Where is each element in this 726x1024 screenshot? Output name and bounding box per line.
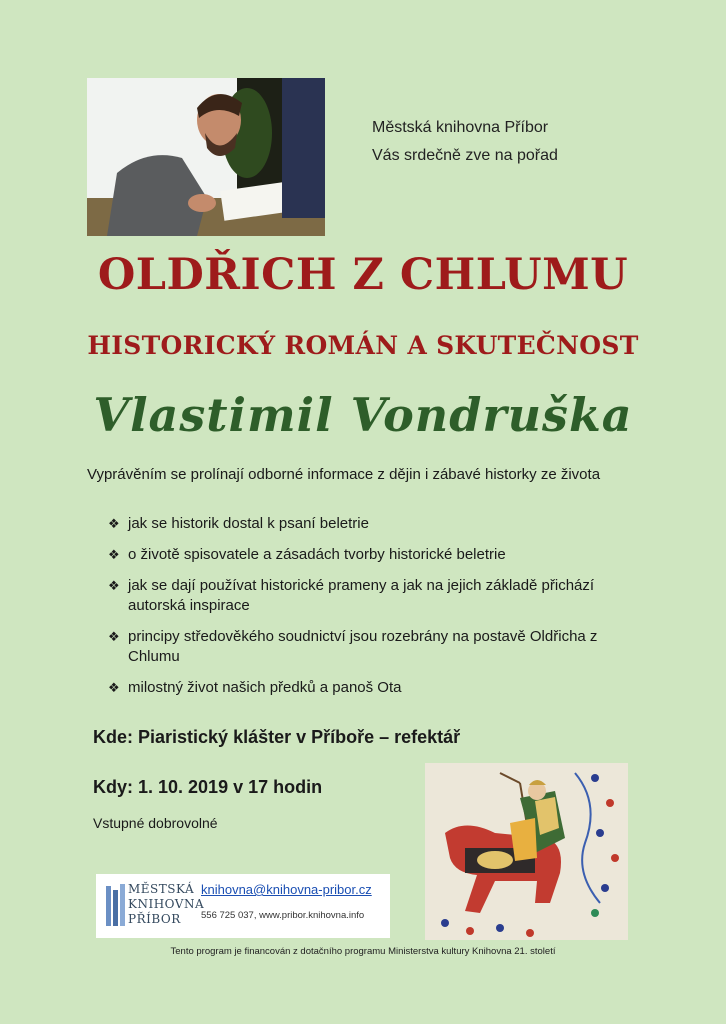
event-location: Kde: Piaristický klášter v Příboře – refektář: [93, 727, 461, 747]
list-item: ❖ milostný život našich předků a panoš Ota: [108, 679, 402, 696]
library-email-link[interactable]: knihovna@knihovna-pribor.cz: [201, 882, 372, 897]
library-contact-info: 556 725 037, www.pribor.knihovna.info: [201, 910, 365, 921]
knight-illustration: [425, 763, 628, 940]
book-stack-icon: [104, 882, 130, 930]
event-date-time: Kdy: 1. 10. 2019 v 17 hodin: [93, 777, 323, 797]
list-item: ❖ jak se dají používat historické prameny a jak na jejich základě přichází autorská inspirace: [108, 577, 595, 614]
invitation-text: Vás srdečně zve na pořad: [372, 147, 558, 164]
event-title: OLDŘICH Z CHLUMU: [97, 250, 629, 300]
diamond-bullet-icon: ❖: [108, 680, 120, 695]
author-photo: [87, 78, 325, 236]
diamond-bullet-icon: ❖: [108, 578, 120, 593]
list-item: ❖ jak se historik dostal k psaní beletrie: [108, 515, 369, 532]
event-subtitle: HISTORICKÝ ROMÁN A SKUTEČNOST: [87, 331, 639, 360]
description-lead: Vyprávěním se prolínají odborné informace z dějin i zábavé historky ze života: [87, 466, 601, 483]
library-logo-card: [96, 874, 390, 938]
author-name: Vlastimil Vondruška: [93, 388, 633, 442]
library-logo-text: MĚSTSKÁ KNIHOVNA PŘÍBOR: [128, 882, 205, 926]
topic-list: [108, 514, 648, 709]
funding-note: Tento program je financován z dotačního programu Ministerstva kultury Knihovna 21. století: [170, 946, 556, 957]
list-item: ❖ principy středověkého soudnictví jsou rozebrány na postavě Oldřicha z Chlumu: [108, 628, 598, 665]
diamond-bullet-icon: ❖: [108, 629, 120, 644]
admission-note: Vstupné dobrovolné: [93, 815, 218, 831]
diamond-bullet-icon: ❖: [108, 516, 120, 531]
list-item: ❖ o životě spisovatele a zásadách tvorby historické beletrie: [108, 546, 506, 563]
diamond-bullet-icon: ❖: [108, 547, 120, 562]
intro-block: [372, 114, 558, 170]
organizer-name: Městská knihovna Příbor: [372, 119, 549, 136]
